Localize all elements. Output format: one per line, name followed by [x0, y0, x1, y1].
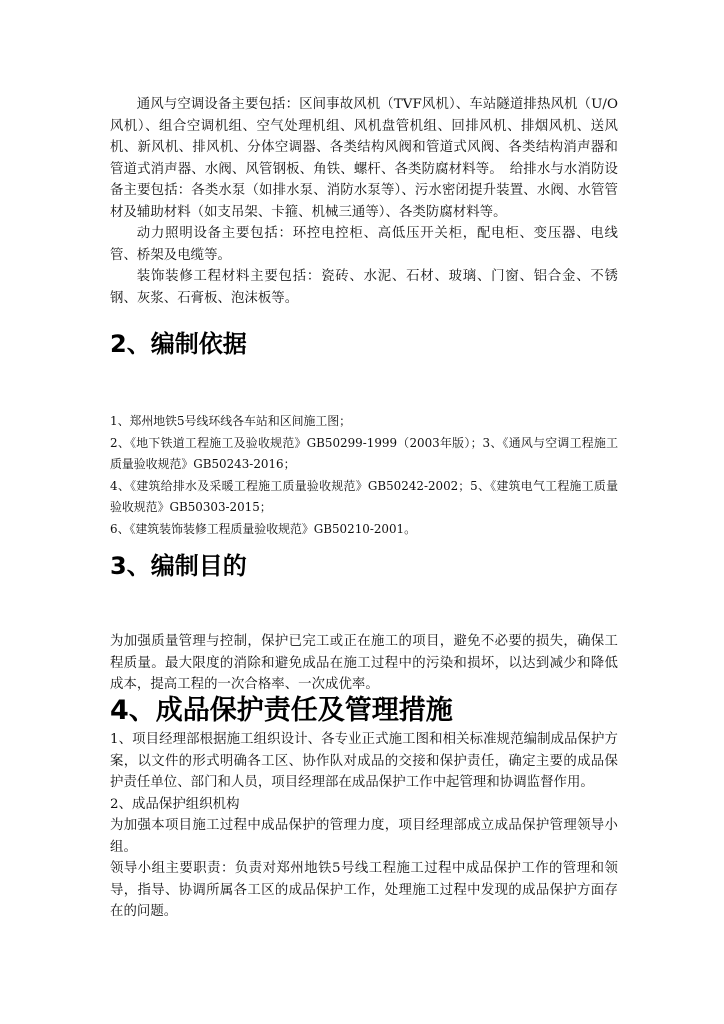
responsibility-paragraph: 1、项目经理部根据施工组织设计、各专业正式施工图和相关标准规范编制成品保护方案，以文件的形式明确各工区、协作队对成品的交接和保护责任，确定主要的成品保护责任单位、部门和人员，项目经理部在成品保护工作中起管理和协调监督作用。 [110, 732, 618, 790]
power-lighting-paragraph: 动力照明设备主要包括：环控电控柜、高低压开关柜，配电柜、变压器、电线管、桥架及电缆等。 [110, 226, 618, 263]
basis-item: 6、《建筑装饰装修工程质量验收规范》GB50210-2001。 [110, 521, 416, 536]
organization-subheading: 2、成品保护组织机构 [110, 796, 240, 812]
decoration-materials-paragraph: 装饰装修工程材料主要包括：瓷砖、水泥、石材、玻璃、门窗、铝合金、不锈钢、灰浆、石膏板、泡沫板等。 [110, 269, 618, 306]
basis-list [110, 411, 618, 541]
hvac-equipment-paragraph: 通风与空调设备主要包括：区间事故风机（TVF风机）、车站隧道排热风机（U/O风机）、组合空调机组、空气处理机组、风机盘管机组、回排风机、排烟风机、送风机、新风机、排风机、分体空调器、各类结构风阀和管道式风阀、各类结构消声器和管道式消声器、水阀、风管钢板、角铁、螺杆、各类防腐材料等。 给排水与水消防设备主要包括：各类水泵（如排水泵、消防水泵等）、污水密闭提升装置、水阀、水管管材及辅助材料（如支吊架、卡箍、机械三通等）、各类防腐材料等。 [110, 97, 618, 220]
purpose-paragraph: 为加强质量管理与控制，保护已完工或正在施工的项目，避免不必要的损失，确保工程质量。最大限度的消除和避免成品在施工过程中的污染和损坏，以达到减少和降低成本，提高工程的一次合格率、一次成优率。 [110, 634, 618, 692]
section-3-heading: 3、编制目的 [110, 552, 247, 580]
organization-paragraph: 为加强本项目施工过程中成品保护的管理力度，项目经理部成立成品保护管理领导小组。 [110, 818, 618, 855]
section-3-text [110, 631, 618, 696]
basis-item: 4、《建筑给排水及采暖工程施工质量验收规范》GB50242-2002；5、《建筑电气工程施工质量验收规范》GB50303-2015； [110, 478, 618, 515]
equipment-section [110, 94, 618, 309]
section-2-heading: 2、编制依据 [110, 330, 247, 358]
section-4-heading: 4、成品保护责任及管理措施 [110, 695, 453, 726]
section-4-body [110, 729, 618, 923]
basis-item: 2、《地下铁道工程施工及验收规范》GB50299-1999（2003年版）；3、《通风与空调工程施工质量验收规范》GB50243-2016； [110, 435, 618, 472]
duties-paragraph: 领导小组主要职责：负责对郑州地铁5号线工程施工过程中成品保护工作的管理和领导，指导、协调所属各工区的成品保护工作，处理施工过程中发现的成品保护方面存在的问题。 [110, 861, 618, 919]
basis-item: 1、郑州地铁5号线环线各车站和区间施工图； [110, 414, 352, 428]
